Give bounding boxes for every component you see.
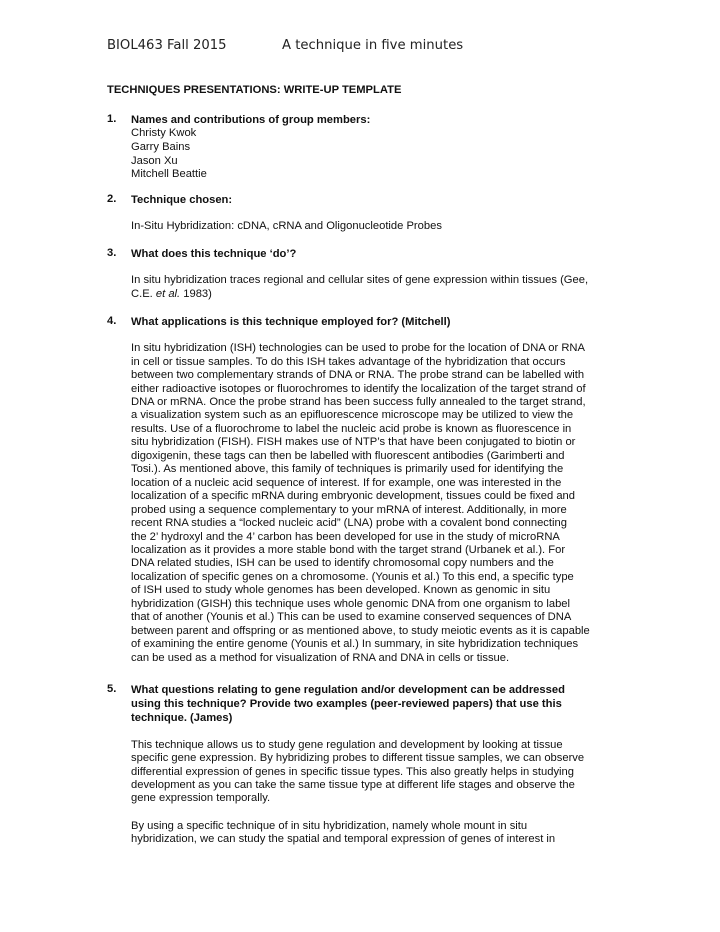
paragraph-line: can be used as a method for visualization of RNA and DNA in cells or tissue. bbox=[131, 651, 510, 664]
section-number: 3. bbox=[107, 247, 117, 259]
section-1 bbox=[107, 113, 627, 182]
section-question bbox=[131, 683, 627, 726]
section-answer: In-Situ Hybridization: cDNA, cRNA and Oligonucleotide Probes bbox=[131, 220, 442, 233]
section-question: What does this technique ‘do’? bbox=[131, 248, 297, 260]
applications-paragraph bbox=[131, 342, 627, 665]
member-name: Christy Kwok bbox=[131, 127, 197, 140]
member-list bbox=[131, 127, 627, 182]
paragraph-line: between two complementary strands of DNA or RNA. The probe strand can be labelled with bbox=[131, 369, 585, 382]
paragraph-line: localization of specific genes on a chromosome. (Younis et al.) To this end, a specific type bbox=[131, 570, 574, 583]
section-number: 1. bbox=[107, 113, 117, 125]
answer-line: In situ hybridization traces regional and cellular sites of gene expression within tissues (Gee, bbox=[131, 274, 589, 287]
paragraph-line: situ hybridization (FISH). FISH makes use of NTP’s that have been conjugated to biotin or bbox=[131, 436, 576, 449]
section-3 bbox=[107, 247, 627, 302]
paragraph-line: digoxigenin, these tags can then be labelled with fluorescent antibodies (Garimberti and bbox=[131, 449, 565, 462]
header-subtitle: A technique in five minutes bbox=[282, 38, 464, 53]
section-number: 2. bbox=[107, 193, 117, 205]
gene-regulation-paragraph bbox=[131, 739, 627, 806]
answer-line bbox=[131, 288, 627, 302]
section-number: 4. bbox=[107, 315, 117, 327]
paragraph-line: in cell or tissue samples. To do this ISH takes advantage of the hybridization that occurs bbox=[131, 355, 566, 368]
paragraph-line: results. Use of a fluorochrome to label the nucleic acid probe is known as fluorescence in bbox=[131, 422, 572, 435]
citation-author: C.E. bbox=[131, 287, 156, 300]
document-title: TECHNIQUES PRESENTATIONS: WRITE-UP TEMPLATE bbox=[107, 84, 402, 96]
question-line: using this technique? Provide two examples (peer-reviewed papers) that use this bbox=[131, 698, 562, 711]
paragraph-line: recent RNA studies a “locked nucleic acid” (LNA) probe with a covalent bond connecting bbox=[131, 517, 567, 530]
paragraph-line: specific gene expression. By hybridizing probes to different tissue samples, we can observe bbox=[131, 752, 585, 765]
paragraph-line: probed using a sequence complementary to your mRNA of interest. Additionally, in more bbox=[131, 503, 567, 516]
paragraph-line: of examining the entire genome (Younis et al.) In summary, in site hybridization techniques bbox=[131, 638, 579, 651]
course-label: BIOL463 Fall 2015 bbox=[107, 38, 227, 53]
paragraph-line: gene expression temporally. bbox=[131, 792, 271, 805]
paragraph-line: localization of a specific mRNA during embryonic development, tissues could be fixed and bbox=[131, 490, 576, 503]
section-2 bbox=[107, 193, 627, 234]
paragraph-line: of ISH used to study whole genomes has been developed. Known as genomic in situ bbox=[131, 584, 551, 597]
question-line: What questions relating to gene regulation and/or development can be addressed bbox=[131, 684, 565, 696]
question-line: technique. (James) bbox=[131, 712, 233, 725]
paragraph-line: DNA related studies, ISH can be used to identify chromosomal copy numbers and the bbox=[131, 557, 554, 570]
member-name: Garry Bains bbox=[131, 140, 191, 153]
section-5 bbox=[107, 683, 627, 847]
section-number: 5. bbox=[107, 683, 117, 695]
paragraph-line: In situ hybridization (ISH) technologies can be used to probe for the location of DNA or RNA bbox=[131, 342, 585, 355]
paragraph-line: Tosi.). As mentioned above, this family of techniques is primarily used for identifying the bbox=[131, 463, 564, 476]
paragraph-line: development as you can take the same tissue type at different life stages and observe the bbox=[131, 778, 575, 791]
citation-etal: et al. bbox=[155, 287, 181, 300]
section-answer bbox=[131, 274, 627, 301]
paragraph-line: localization as it provides a more stable bond with the target strand (Urbanek et al.). For bbox=[131, 544, 566, 556]
paragraph-line: location of a nucleic acid sequence of interest. If for example, one was interested in the bbox=[131, 476, 562, 489]
paragraph-line: By using a specific technique of in situ hybridization, namely whole mount in situ bbox=[131, 819, 528, 832]
section-4 bbox=[107, 315, 627, 665]
paragraph-line: either radioactive isotopes or fluorochromes to identify the localization of the target strand of bbox=[131, 382, 586, 395]
paragraph-line: differential expression of genes in specific tissue types. This also greatly helps in studying bbox=[131, 765, 574, 778]
paragraph-line: This technique allows us to study gene regulation and development by looking at tissue bbox=[131, 738, 563, 751]
section-question: What applications is this technique employed for? (Mitchell) bbox=[131, 316, 451, 328]
citation-year: 1983) bbox=[180, 287, 212, 300]
whole-mount-paragraph bbox=[131, 820, 627, 847]
section-question: Names and contributions of group members: bbox=[131, 114, 371, 126]
paragraph-line: DNA or mRNA. Once the probe strand has been success fully annealed to the target strand, bbox=[131, 396, 586, 409]
paragraph-line: that of another (Younis et al.) This can be used to examine conserved sequences of DNA bbox=[131, 611, 572, 624]
section-question: Technique chosen: bbox=[131, 194, 233, 206]
paragraph-line: the 2’ hydroxyl and the 4’ carbon has been developed for use in the study of microRNA bbox=[131, 530, 560, 543]
paragraph-line: a visualization system such as an epifluorescence microscope may be utilized to view the bbox=[131, 409, 574, 422]
member-name: Jason Xu bbox=[131, 154, 178, 167]
paragraph-line: hybridization (GISH) this technique uses whole genomic DNA from one organism to label bbox=[131, 597, 571, 610]
member-name: Mitchell Beattie bbox=[131, 168, 207, 181]
paragraph-line: hybridization, we can study the spatial and temporal expression of genes of interest in bbox=[131, 833, 556, 846]
paragraph-line: between parent and offspring or as mentioned above, to study meiotic events as it is capable bbox=[131, 624, 590, 637]
